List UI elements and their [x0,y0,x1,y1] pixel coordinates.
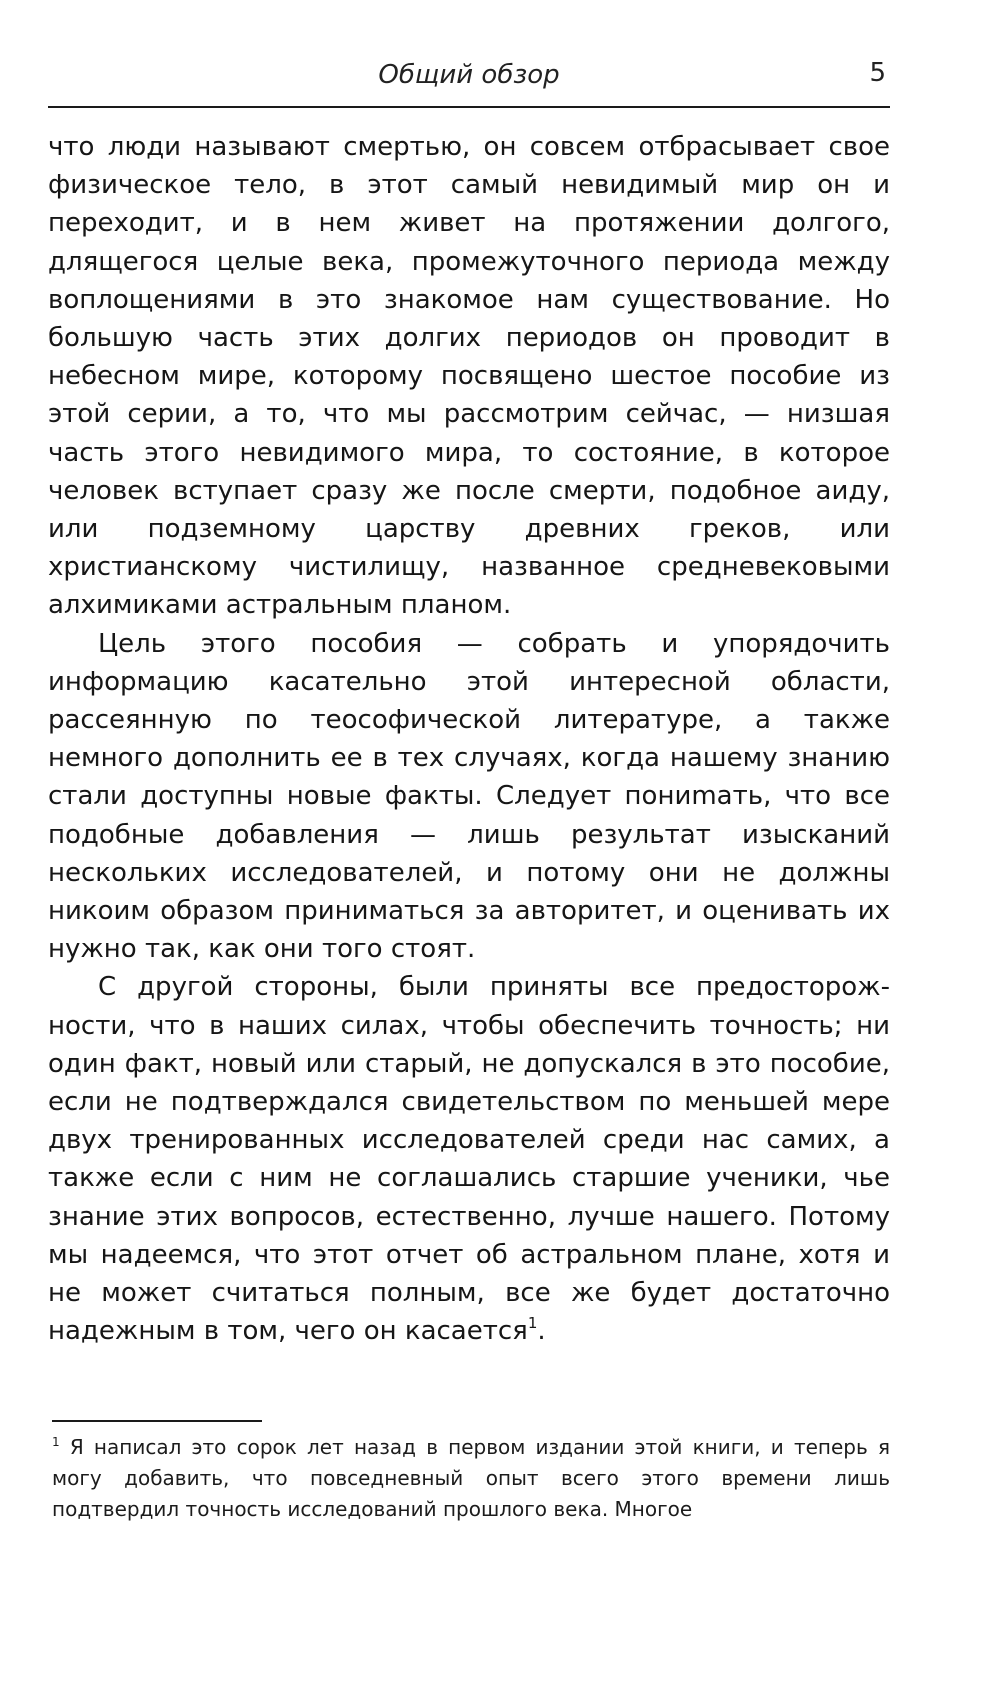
footnote-separator [52,1420,262,1422]
paragraph-last [48,968,890,1350]
running-header [48,56,890,108]
footnote-text: Я написал это сорок лет назад в первом издании этой книги, и теперь я могу добавить, что повседневный опыт всего этого времени лишь подтвердил точность исследований прошлого века. Многое [52,1435,890,1521]
main-text [48,128,890,1351]
running-header-title: Общий обзор [378,60,560,90]
footnote-number: 1 [52,1435,60,1449]
paragraph-text: С другой стороны, были приняты все предосторожности, что в наших силах, чтобы обеспечить точность; ни один факт, новый или старый, не допускался в это пособие, если не подтверждался свидетельством по меньшей мере двух тренированных исследователей среди нас самих, а также если с ним не соглашались старшие ученики, чье знание этих вопросов, естественно, лучше нашего. Потому мы надеемся, что этот отчет об астральном плане, хотя и не может считаться полным, все же будет достаточно надежным в том, чего он касается [48,972,890,1347]
footnote [52,1432,890,1525]
paragraph-end: . [537,1316,546,1347]
footnote-reference: 1 [527,1314,538,1333]
page-number: 5 [869,58,886,88]
paragraph: Цель этого пособия — собрать и упорядочить информацию касательно этой интересной области, рассеянную по теософической литературе, а также немного дополнить ее в тех случаях, когда нашему знанию стали доступны новые факты. Следует пониmать, что все подобные добавления — лишь результат изысканий нескольких исследователей, и потому они не должны никоим образом приниматься за авторитет, и оценивать их нужно так, как они того стоят. [48,628,890,965]
paragraph-continued: что люди называют смертью, он совсем отбрасывает свое физическое тело, в этот самый невидимый мир он и переходит, и в нем живет на протяжении долгого, длящегося целые века, промежуточного периода между воплощениями в это знакомое нам существование. Но большую часть этих долгих периодов он проводит в небесном мире, которому посвящено шестое пособие из этой серии, а то, что мы рассмотрим сейчас, — низшая часть этого невидимого мира, то состояние, в которое человек вступает сразу же после смерти, подобное аиду, или подземному царству древних греков, или христианскому чистилищу, названное средневековыми алхимиками астральным планом. [48,132,890,621]
